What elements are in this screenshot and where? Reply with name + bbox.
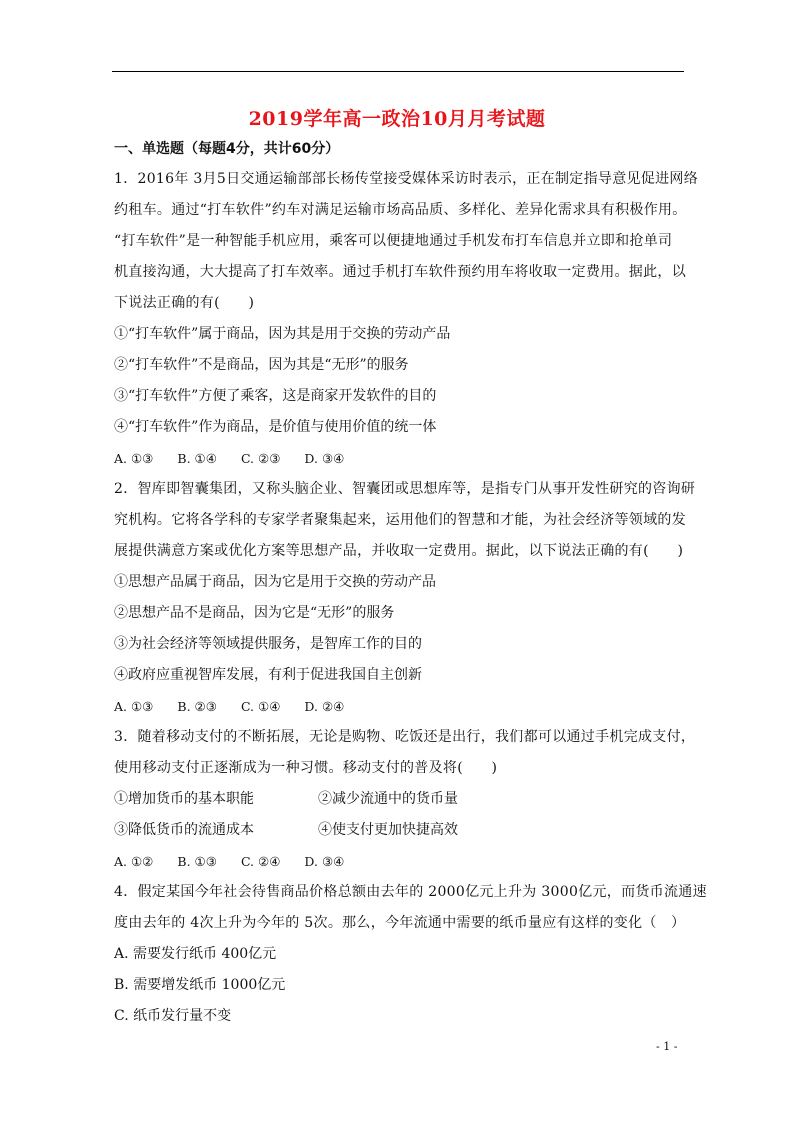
q1-stem-line: 约租车。通过“打车软件”约车对满足运输市场高品质、多样化、差异化需求具有积极作用。 [114, 202, 687, 218]
q1-option-a: A. ①③ [114, 451, 154, 466]
q3-statement: ③降低货币的流通成本 [114, 822, 254, 838]
question-3 [114, 722, 696, 877]
q2-stem-line: 展提供满意方案或优化方案等思想产品，并收取一定费用。据此，以下说法正确的有( ) [114, 543, 684, 559]
page-number: - 1 - [656, 1040, 678, 1053]
q2-statement: ①思想产品属于商品，因为它是用于交换的劳动产品 [114, 574, 436, 590]
q3-statement: ②减少流通中的货币量 [318, 791, 458, 807]
q3-statement-row [114, 815, 686, 846]
q2-statement: ④政府应重视智库发展，有利于促进我国自主创新 [114, 667, 422, 683]
q4-option-b: B. 需要增发纸币 1000亿元 [114, 977, 286, 993]
q1-stem-line: 1．2016年 3月5日交通运输部部长杨传堂接受媒体采访时表示，正在制定指导意见促进网络 [114, 171, 698, 187]
q3-options [114, 846, 686, 877]
q1-statement: ①“打车软件”属于商品，因为其是用于交换的劳动产品 [114, 326, 451, 342]
q3-option-b: B. ①③ [177, 854, 217, 869]
q1-stem-line: 下说法正确的有( ) [114, 295, 255, 311]
q3-option-d: D. ③④ [304, 854, 345, 869]
question-2 [114, 474, 696, 722]
q1-options [114, 443, 686, 474]
q2-options [114, 691, 686, 722]
q1-statement: ③“打车软件”方便了乘客，这是商家开发软件的目的 [114, 388, 437, 404]
q3-stem-line: 3．随着移动支付的不断拓展，无论是购物、吃饭还是出行，我们都可以通过手机完成支付， [114, 729, 696, 745]
q1-option-c: C. ②③ [240, 451, 281, 466]
question-1 [114, 164, 698, 474]
q4-option-c: C. 纸币发行量不变 [114, 1008, 232, 1024]
q2-stem-line: 究机构。它将各学科的专家学者聚集起来，运用他们的智慧和才能，为社会经济等领域的发 [114, 512, 686, 528]
q1-stem-line: “打车软件”是一种智能手机应用，乘客可以便捷地通过手机发布打车信息并立即和抢单司 [114, 233, 673, 249]
q2-option-d: D. ②④ [304, 699, 345, 714]
q2-stem-line: 2．智库即智囊集团，又称头脑企业、智囊团或思想库等，是指专门从事开发性研究的咨询研 [114, 481, 696, 497]
q3-statement: ④使支付更加快捷高效 [318, 822, 458, 838]
q2-statement: ②思想产品不是商品，因为它是“无形”的服务 [114, 605, 395, 621]
q4-stem-line: 度由去年的 4次上升为今年的 5次。那么，今年流通中需要的纸币量应有这样的变化（ ） [114, 915, 686, 931]
q4-stem-line: 4．假定某国今年社会待售商品价格总额由去年的 2000亿元上升为 3000亿元，而货币流通速 [114, 884, 707, 900]
q3-statement: ①增加货币的基本职能 [114, 791, 254, 807]
q1-statement: ④“打车软件”作为商品，是价值与使用价值的统一体 [114, 419, 437, 435]
q2-statement: ③为社会经济等领域提供服务，是智库工作的目的 [114, 636, 422, 652]
q1-option-d: D. ③④ [304, 451, 345, 466]
q3-option-c: C. ②④ [240, 854, 281, 869]
q2-option-c: C. ①④ [240, 699, 281, 714]
q2-option-b: B. ②③ [177, 699, 217, 714]
question-4 [114, 877, 707, 1032]
q3-stem-line: 使用移动支付正逐渐成为一种习惯。移动支付的普及将( ) [114, 760, 498, 776]
content [114, 138, 707, 1032]
q4-option-a: A. 需要发行纸币 400亿元 [114, 946, 277, 962]
q3-statement-row [114, 784, 686, 815]
section-heading: 一、单选题（每题4分，共计60分） [114, 141, 340, 157]
q1-statement: ②“打车软件”不是商品，因为其是“无形”的服务 [114, 357, 409, 373]
exam-title: 2019学年高一政治10月月考试题 [248, 108, 546, 130]
q1-stem-line: 机直接沟通，大大提高了打车效率。通过手机打车软件预约用车将收取一定费用。据此，以 [114, 264, 686, 280]
q1-option-b: B. ①④ [177, 451, 217, 466]
q2-option-a: A. ①③ [114, 699, 154, 714]
q3-option-a: A. ①② [114, 854, 154, 869]
header-rule [112, 71, 684, 72]
